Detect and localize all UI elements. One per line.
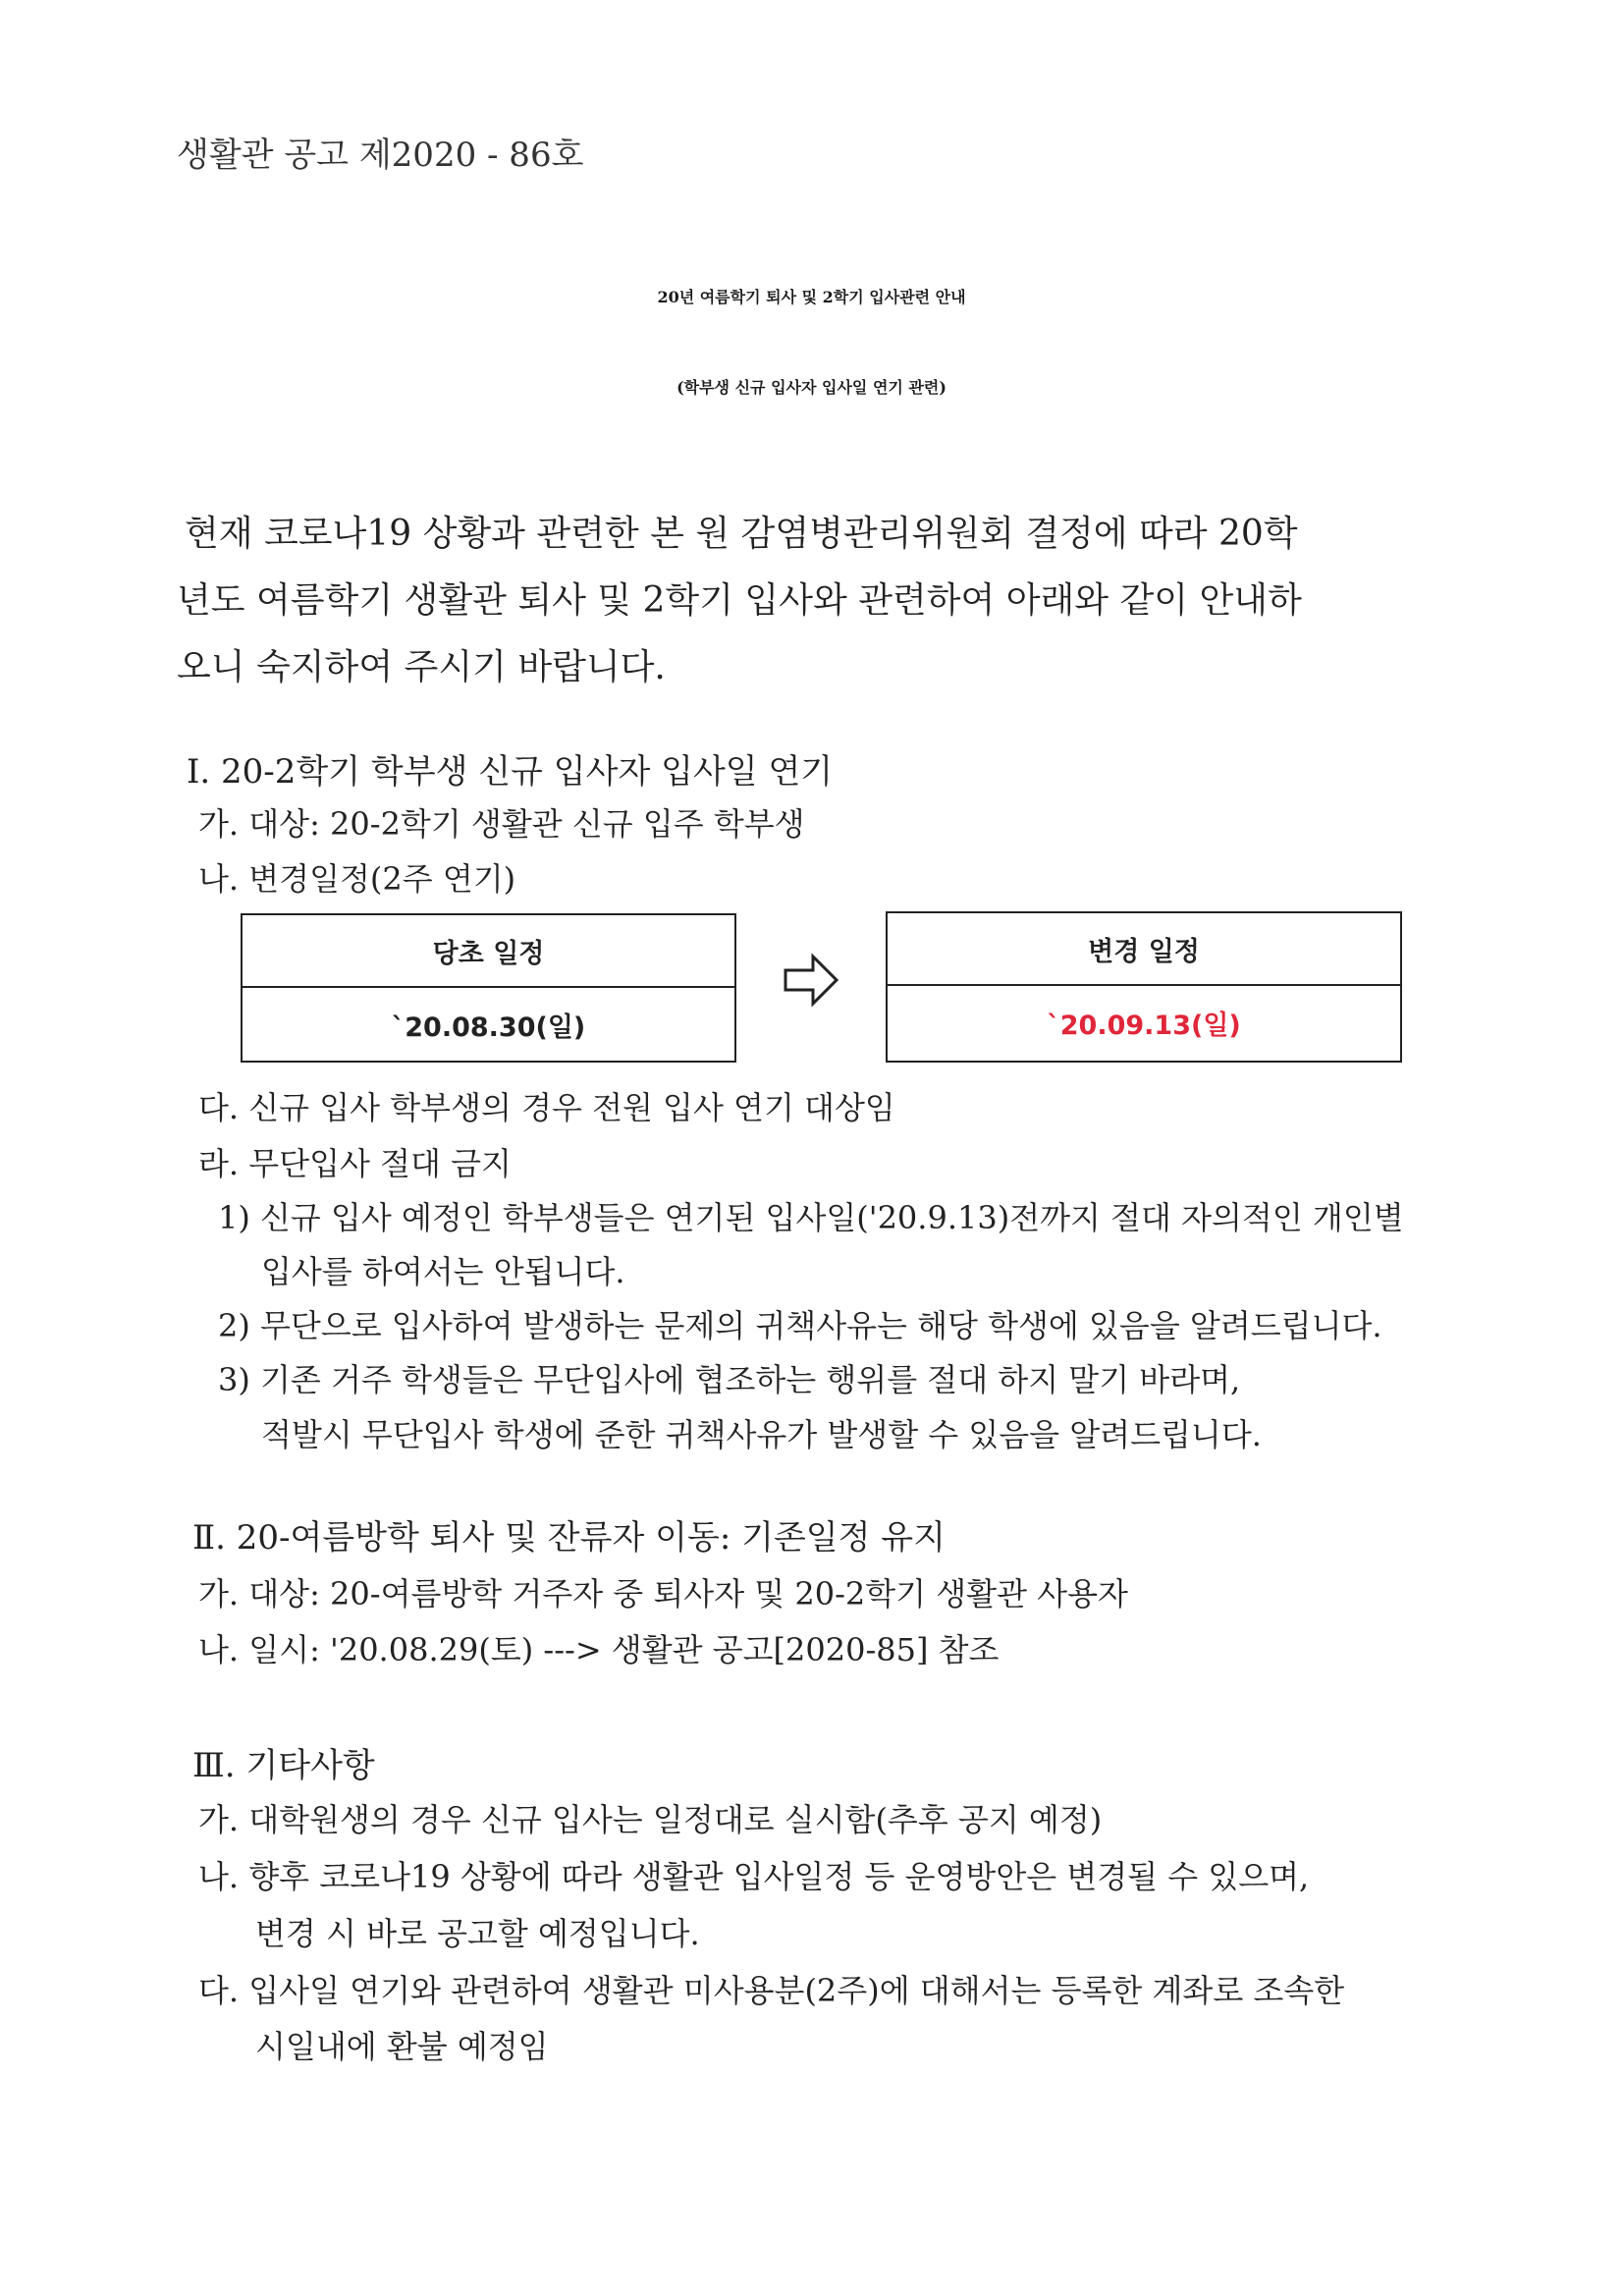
- section-2-date: 나. 일시: '20.08.29(토) ---> 생활관 공고[2020-85] 참조: [198, 1631, 1000, 1668]
- document-title: 20년 여름학기 퇴사 및 2학기 입사관련 안내: [657, 288, 966, 306]
- section-3-heading: Ⅲ. 기타사항: [192, 1746, 375, 1785]
- section-3-change-notice-line: 나. 향후 코로나19 상황에 따라 생활관 입사일정 등 운영방안은 변경될 수 있으며,: [198, 1858, 1310, 1895]
- original-schedule-date: `20.08.30(일): [391, 1011, 586, 1043]
- changed-schedule-label: 변경 일정: [888, 913, 1400, 986]
- changed-schedule-date: `20.09.13(일): [1047, 1010, 1241, 1041]
- rule-3-line: 적발시 무단입사 학생에 준한 귀책사유가 발생할 수 있음을 알려드립니다.: [261, 1416, 1262, 1453]
- intro-line: 오니 숙지하여 주시기 바랍니다.: [177, 647, 666, 687]
- section-1-no-unauthorized: 라. 무단입사 절대 금지: [198, 1145, 512, 1182]
- original-schedule-box: [241, 913, 736, 1063]
- section-1-all-postponed: 다. 신규 입사 학부생의 경우 전원 입사 연기 대상임: [198, 1089, 895, 1126]
- rule-1-line: 입사를 하여서는 안됩니다.: [261, 1253, 625, 1290]
- section-1-schedule-change: 나. 변경일정(2주 연기): [198, 860, 516, 898]
- rule-2: 2) 무단으로 입사하여 발생하는 문제의 귀책사유는 해당 학생에 있음을 알려드립니다.: [218, 1307, 1382, 1344]
- original-schedule-label: 당초 일정: [243, 915, 734, 988]
- section-1-heading: Ⅰ. 20-2학기 학부생 신규 입사자 입사일 연기: [187, 752, 834, 792]
- intro-line: 년도 여름학기 생활관 퇴사 및 2학기 입사와 관련하여 아래와 같이 안내하: [177, 580, 1302, 621]
- section-2-target: 가. 대상: 20-여름방학 거주자 중 퇴사자 및 20-2학기 생활관 사용자: [198, 1575, 1128, 1613]
- section-1-target: 가. 대상: 20-2학기 생활관 신규 입주 학부생: [198, 805, 805, 843]
- section-3-change-notice-line: 변경 시 바로 공고할 예정입니다.: [255, 1915, 700, 1952]
- rule-1-line: 1) 신규 입사 예정인 학부생들은 연기된 입사일('20.9.13)전까지 절대 자의적인 개인별: [218, 1199, 1404, 1236]
- intro-line: 현재 코로나19 상황과 관련한 본 원 감염병관리위원회 결정에 따라 20학: [185, 514, 1298, 554]
- section-3-graduate-students: 가. 대학원생의 경우 신규 입사는 일정대로 실시함(추후 공지 예정): [198, 1801, 1103, 1838]
- notice-number: 생활관 공고 제2020 - 86호: [177, 136, 584, 175]
- document-subtitle: (학부생 신규 입사자 입사일 연기 관련): [676, 378, 947, 397]
- section-3-refund-line: 시일내에 환불 예정임: [255, 2028, 549, 2065]
- right-arrow-icon: [782, 951, 840, 1010]
- section-2-heading: Ⅱ. 20-여름방학 퇴사 및 잔류자 이동: 기존일정 유지: [192, 1518, 946, 1558]
- changed-schedule-box: [886, 911, 1402, 1063]
- section-3-refund-line: 다. 입사일 연기와 관련하여 생활관 미사용분(2주)에 대해서는 등록한 계좌로 조속한: [198, 1972, 1345, 2009]
- rule-3-line: 3) 기존 거주 학생들은 무단입사에 협조하는 행위를 절대 하지 말기 바라며,: [218, 1361, 1241, 1398]
